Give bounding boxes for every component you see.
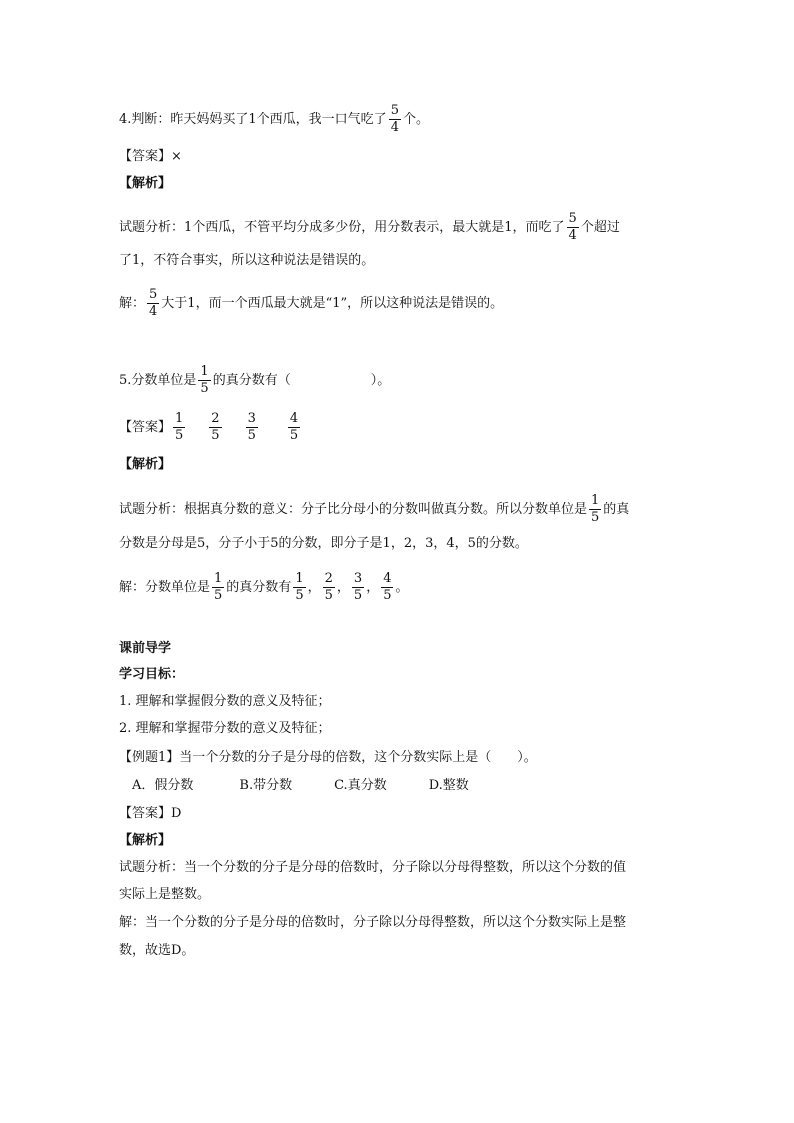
q5-answer-fraction-1: $\frac{1}{5}$ — [175, 411, 184, 443]
q4-stem — [119, 104, 429, 135]
preview-goal-1: 1. 理解和掌握假分数的意义及特征； — [119, 694, 331, 709]
q4-stem-text-a: 4.判断：昨天妈妈买了1个西瓜，我一口气吃了 — [119, 112, 387, 127]
q4-analysis-line1: 试题分析：1个西瓜，不管平均分成多少份，用分数表示，最大就是1，而吃了 $\frac{5}{4}$ 个超过 — [119, 211, 620, 243]
example-1-answer: 【答案】D — [119, 806, 182, 821]
q4-analysis-head: 【解析】 — [119, 176, 172, 191]
preview-goals-head: 学习目标： — [119, 667, 185, 682]
q5-answer: 【答案】 $\frac{1}{5}$ $\frac{2}{5}$ $\frac{3}{5}$ $\frac{4}{5}$ — [119, 411, 299, 443]
q4-solution-fraction: $\frac{5}{4}$ — [149, 287, 158, 319]
q5-analysis-line2: 分数是分母是5，分子小于5的分数，即分子是1，2，3，4，5的分数。 — [119, 536, 528, 551]
example-1-solution-line1: 解：当一个分数的分子是分母的倍数时，分子除以分母得整数，所以这个分数实际上是整 — [119, 915, 627, 930]
q4-answer: 【答案】× — [119, 149, 182, 164]
q4-solution: 解： $\frac{5}{4}$ 大于1，而一个西瓜最大就是“1”，所以这种说法是错误的。 — [119, 287, 504, 319]
example-1-solution-line2: 数，故选D。 — [119, 943, 195, 958]
option-a: A．假分数 — [132, 778, 194, 793]
q4-analysis-line2: 了1，不符合事实，所以这种说法是错误的。 — [119, 253, 375, 268]
q4-stem-text-b: 个。 — [402, 112, 429, 127]
example-1-analysis-head: 【解析】 — [119, 833, 172, 848]
option-c: C.真分数 — [334, 778, 387, 793]
preview-title: 课前导学 — [119, 641, 172, 656]
example-1-analysis-line1: 试题分析：当一个分数的分子是分母的倍数时，分子除以分母得整数，所以这个分数的值 — [119, 860, 627, 875]
q5-solution-fraction-1: $\frac{1}{5}$ — [295, 571, 304, 603]
q4-fraction: $\frac{5}{4}$ — [390, 103, 399, 135]
option-d: D.整数 — [428, 778, 469, 793]
example-1-options — [132, 777, 469, 795]
q5-analysis-head: 【解析】 — [119, 457, 172, 472]
preview-goal-2: 2. 理解和掌握带分数的意义及特征； — [119, 721, 331, 736]
q5-answer-fraction-3: $\frac{3}{5}$ — [247, 411, 256, 443]
q5-analysis-line1: 试题分析：根据真分数的意义：分子比分母小的分数叫做真分数。所以分数单位是 $\frac{1}{5}$ 的真 — [119, 493, 630, 525]
q5-solution: 解：分数单位是 $\frac{1}{5}$ 的真分数有 $\frac{1}{5}$ ， $\frac{2}{5}$ ， $\frac{3}{5}$ ， $\frac{4}{5}$ 。 — [119, 571, 409, 603]
q5-solution-fraction-4: $\frac{4}{5}$ — [383, 571, 392, 603]
example-1-analysis-line2: 实际上是整数。 — [119, 887, 211, 902]
q5-stem: 5.分数单位是 $\frac{1}{5}$ 的真分数有（ ）。 — [119, 364, 391, 396]
q5-answer-fraction-2: $\frac{2}{5}$ — [211, 411, 220, 443]
q5-answer-fraction-4: $\frac{4}{5}$ — [289, 411, 299, 443]
q5-solution-unit-fraction: $\frac{1}{5}$ — [214, 571, 223, 603]
q4-analysis-fraction: $\frac{5}{4}$ — [568, 211, 577, 243]
q5-analysis-fraction: $\frac{1}{5}$ — [591, 493, 600, 525]
q5-unit-fraction: $\frac{1}{5}$ — [200, 364, 209, 396]
q5-solution-fraction-3: $\frac{3}{5}$ — [353, 571, 363, 603]
q5-solution-fraction-2: $\frac{2}{5}$ — [324, 571, 333, 603]
option-b: B.带分数 — [239, 778, 293, 793]
example-1: 【例题1】当一个分数的分子是分母的倍数，这个分数实际上是（ ）。 — [119, 750, 537, 765]
